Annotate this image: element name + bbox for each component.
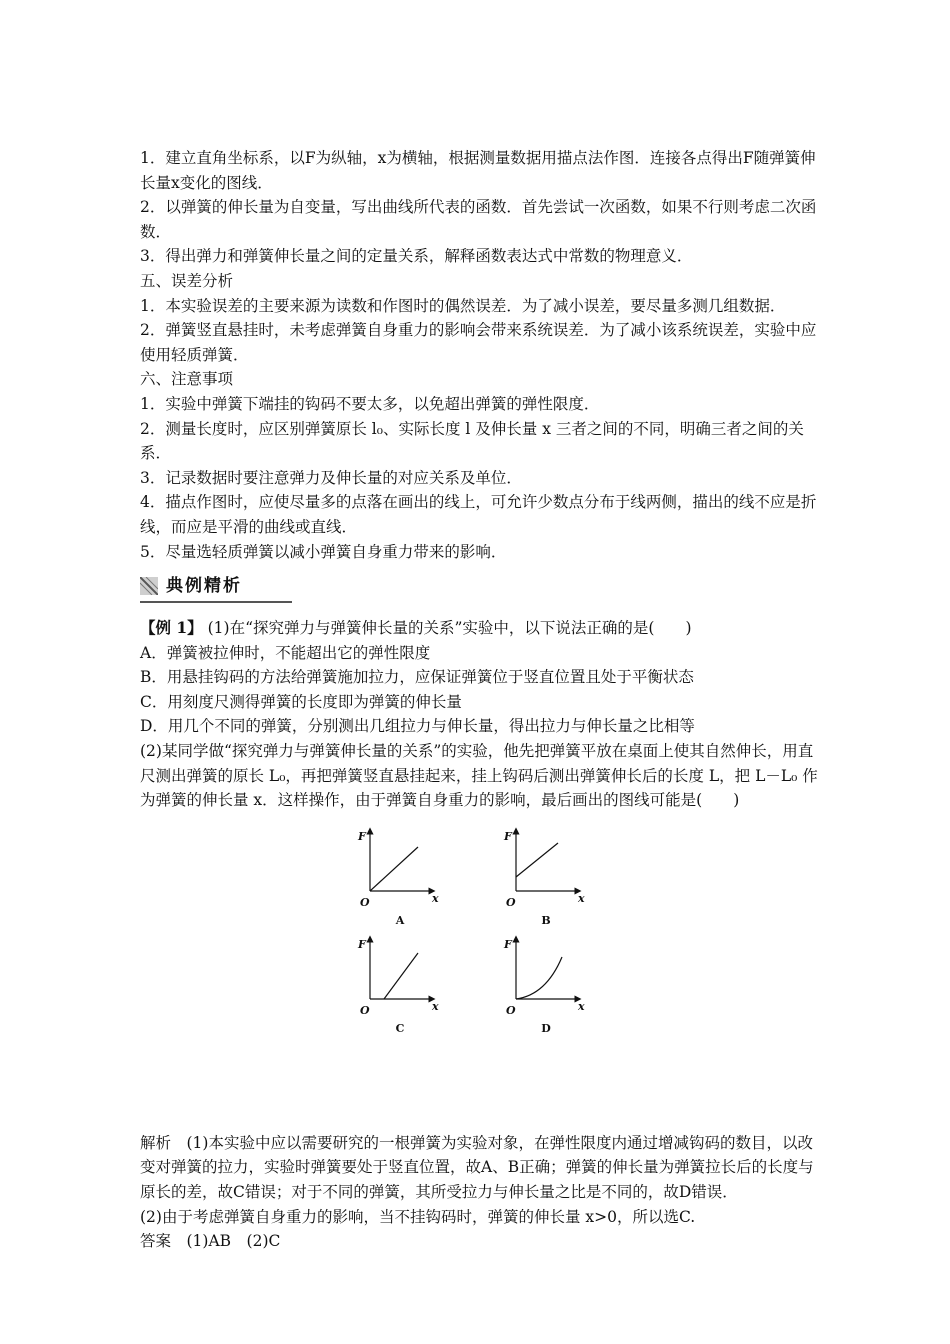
- graph-d-caption: D: [541, 1021, 551, 1035]
- analysis-part-1: 解析 (1)本实验中应以需要研究的一根弹簧为实验对象，在弹性限度内通过增减钩码的数目，以改变对弹簧的拉力，实验时弹簧要处于竖直位置，故A、B正确；弹簧的伸长量为弹簧拉长后的长度与原长的差，故C错误；对于不同的弹簧，其所受拉力与伸长量之比是不同的，故D错误．: [140, 1133, 814, 1202]
- graph-c-origin: O: [360, 1003, 370, 1017]
- section-banner-title: 典例精析: [166, 576, 242, 597]
- error-analysis-heading: 五、误差分析: [140, 271, 234, 290]
- graph-c-caption: C: [395, 1021, 405, 1035]
- graph-c-y-label: F: [358, 937, 366, 951]
- note-item-1: 1．实验中弹簧下端挂的钩码不要太多，以免超出弹簧的弹性限度．: [140, 394, 600, 413]
- section-banner: [140, 574, 820, 604]
- graph-c: [352, 935, 472, 1047]
- graph-b-origin: O: [506, 895, 516, 909]
- example-q1-text: (1)在“探究弹力与弹簧伸长量的关系”实验中，以下说法正确的是( ): [207, 619, 692, 638]
- graph-b-caption: B: [541, 913, 551, 927]
- answer-graphs: [140, 815, 820, 1125]
- option-b: B．用悬挂钩码的方法给弹簧施加拉力，应保证弹簧位于竖直位置且处于平衡状态: [140, 668, 694, 687]
- option-d: D．用几个不同的弹簧，分别测出几组拉力与伸长量，得出拉力与伸长量之比相等: [140, 717, 695, 736]
- notes-heading: 六、注意事项: [140, 370, 234, 389]
- graph-d: [498, 935, 618, 1047]
- graph-c-x-label: x: [432, 999, 439, 1013]
- example-tag: 【例 1】: [140, 618, 203, 638]
- processing-step-3: 3．得出弹力和弹簧伸长量之间的定量关系，解释函数表达式中常数的物理意义．: [140, 247, 693, 266]
- graph-a-caption: A: [395, 913, 405, 927]
- document-body: [140, 146, 820, 1254]
- analysis-part-2: (2)由于考虑弹簧自身重力的影响，当不挂钩码时，弹簧的伸长量 x>0，所以选C.: [140, 1207, 696, 1226]
- note-item-5: 5．尽量选轻质弹簧以减小弹簧自身重力带来的影响．: [140, 542, 507, 561]
- error-item-2: 2．弹簧竖直悬挂时，未考虑弹簧自身重力的影响会带来系统误差．为了减小该系统误差，实验中应使用轻质弹簧．: [140, 321, 817, 364]
- graph-a-origin: O: [360, 895, 370, 909]
- answer-line: 答案 (1)AB (2)C: [140, 1232, 281, 1251]
- error-item-1: 1．本实验误差的主要来源为读数和作图时的偶然误差．为了减小误差，要尽量多测几组数据．: [140, 296, 786, 315]
- graph-c-line: [384, 953, 418, 999]
- graph-b-x-label: x: [578, 891, 585, 905]
- graph-d-curve: [516, 957, 562, 999]
- note-item-2: 2．测量长度时，应区别弹簧原长 l₀、实际长度 l 及伸长量 x 三者之间的不同，明确三者之间的关系．: [140, 419, 804, 463]
- section-banner-rule: [140, 601, 292, 603]
- graph-b-y-label: F: [504, 829, 512, 843]
- graph-d-y-label: F: [504, 937, 512, 951]
- graph-b: [498, 827, 618, 939]
- graph-a: [352, 827, 472, 939]
- note-item-4: 4．描点作图时，应使尽量多的点落在画出的线上，可允许少数点分布于线两侧，描出的线不应是折线，而应是平滑的曲线或直线．: [140, 493, 817, 536]
- example-question-1: [140, 616, 820, 641]
- hatched-square-icon: [140, 577, 158, 595]
- processing-step-1: 1．建立直角坐标系，以F为纵轴，x为横轴，根据测量数据用描点法作图．连接各点得出F随弹簧伸长量x变化的图线．: [140, 149, 816, 192]
- graph-d-origin: O: [506, 1003, 516, 1017]
- graph-a-y-label: F: [358, 829, 366, 843]
- example-question-2: (2)某同学做“探究弹力与弹簧伸长量的关系”的实验，他先把弹簧平放在桌面上使其自然伸长，用直尺测出弹簧的原长 L₀，再把弹簧竖直悬挂起来，挂上钩码后测出弹簧伸长后的长度 L，把 L－L₀ 作为弹簧的伸长量 x．这样操作，由于弹簧自身重力的影响，最后画出的图线可能是( ): [140, 742, 818, 810]
- option-a: A．弹簧被拉伸时，不能超出它的弹性限度: [140, 643, 431, 662]
- graph-b-line: [516, 843, 558, 877]
- processing-step-2: 2．以弹簧的伸长量为自变量，写出曲线所代表的函数．首先尝试一次函数，如果不行则考虑二次函数．: [140, 198, 817, 241]
- option-c: C．用刻度尺测得弹簧的长度即为弹簧的伸长量: [140, 692, 462, 711]
- note-item-3: 3．记录数据时要注意弹力及伸长量的对应关系及单位．: [140, 468, 522, 487]
- graph-a-x-label: x: [432, 891, 439, 905]
- graph-a-line: [370, 847, 418, 891]
- graph-d-x-label: x: [578, 999, 585, 1013]
